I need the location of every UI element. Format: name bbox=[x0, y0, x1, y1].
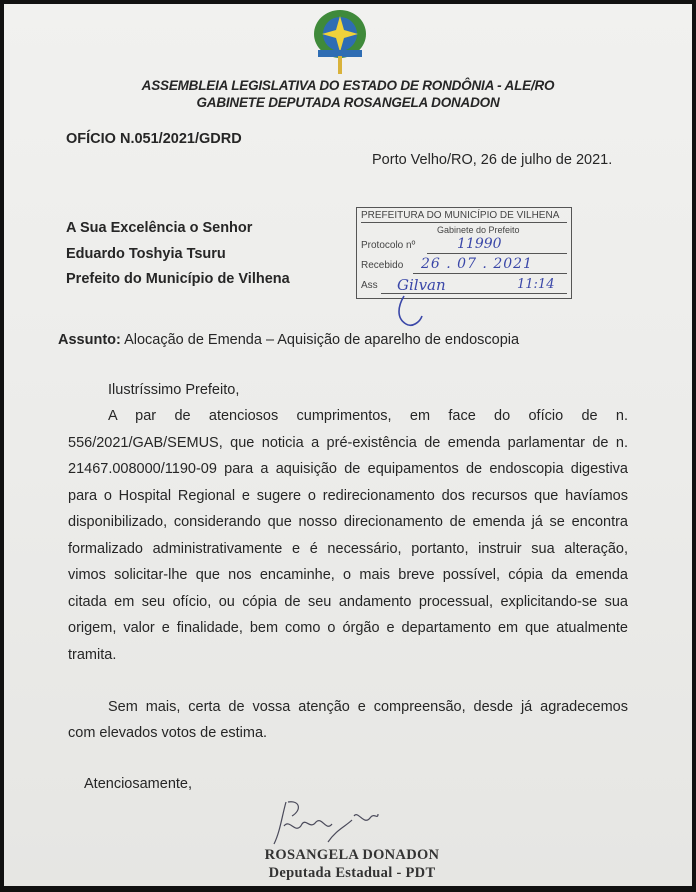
recipient-line-1: A Sua Excelência o Senhor bbox=[66, 220, 253, 236]
closing-line: com elevados votos de estima. bbox=[68, 725, 268, 741]
stamp-ass-label: Ass bbox=[361, 280, 378, 291]
header-line-2: GABINETE DEPUTADA ROSANGELA DONADON bbox=[196, 95, 500, 110]
document-page bbox=[4, 4, 692, 886]
subject bbox=[58, 332, 519, 348]
body-line: para o Hospital Regional e sugere o redirecionamento dos recursos que havíamos bbox=[68, 488, 628, 504]
farewell: Atenciosamente, bbox=[84, 776, 193, 792]
body-line: origem, valor e finalidade, bem como o órgão e departamento em que atualmente bbox=[68, 620, 628, 636]
body-line: formalizado administrativamente e é necessário, portanto, instruir sua alteração, bbox=[68, 541, 628, 557]
body-line: 556/2021/GAB/SEMUS, que noticia a pré-existência de emenda parlamentar de n. bbox=[68, 435, 628, 451]
recipient-line-2: Eduardo Toshyia Tsuru bbox=[66, 246, 226, 262]
signatory-name: ROSANGELA DONADON bbox=[264, 847, 440, 863]
body-line: 21467.008000/1190-09 para a aquisição de equipamentos de endoscopia digestiva bbox=[68, 461, 628, 477]
stamp-protocolo-label: Protocolo nº bbox=[361, 240, 416, 251]
stamp-protocolo-value: 11990 bbox=[457, 236, 502, 252]
signatory-title: Deputada Estadual - PDT bbox=[268, 865, 436, 881]
coat-of-arms-icon bbox=[308, 6, 372, 78]
subject-label: Assunto: bbox=[58, 332, 121, 348]
place-date: Porto Velho/RO, 26 de julho de 2021. bbox=[372, 152, 613, 168]
closing-line: Sem mais, certa de vossa atenção e compreensão, desde já agradecemos bbox=[108, 699, 628, 715]
body-line: A par de atenciosos cumprimentos, em face do ofício de n. bbox=[108, 408, 628, 424]
subject-text: Alocação de Emenda – Aquisição de aparelho de endoscopia bbox=[124, 332, 520, 348]
stamp-ass-value: Gilvan bbox=[397, 276, 446, 294]
stamp-title: PREFEITURA DO MUNICÍPIO DE VILHENA bbox=[361, 210, 567, 223]
handwritten-signature bbox=[266, 796, 426, 846]
salutation: Ilustríssimo Prefeito, bbox=[108, 382, 240, 398]
body-line: vimos solicitar-lhe que nos encaminhe, o mais breve possível, cópia da emenda bbox=[68, 567, 628, 583]
body-line: citada em seu ofício, ou cópia de seu andamento processual, explicitando-se sua bbox=[68, 594, 628, 610]
document-reference: OFÍCIO N.051/2021/GDRD bbox=[66, 131, 242, 147]
stamp-recebido-label: Recebido bbox=[361, 260, 404, 271]
header-line-1: ASSEMBLEIA LEGISLATIVA DO ESTADO DE RONDÔNIA - ALE/RO bbox=[141, 78, 555, 93]
recipient-line-3: Prefeito do Município de Vilhena bbox=[66, 271, 290, 287]
protocol-stamp bbox=[356, 207, 572, 299]
stamp-subtitle: Gabinete do Prefeito bbox=[437, 225, 520, 235]
stamp-recebido-value: 26 . 07 . 2021 bbox=[421, 256, 533, 272]
stamp-time-value: 11:14 bbox=[517, 277, 555, 292]
body-line: tramita. bbox=[68, 647, 117, 663]
body-line: disponibilizado, considerando que nosso direcionamento de emenda já se encontra bbox=[68, 514, 628, 530]
handwritten-stroke bbox=[392, 294, 432, 330]
